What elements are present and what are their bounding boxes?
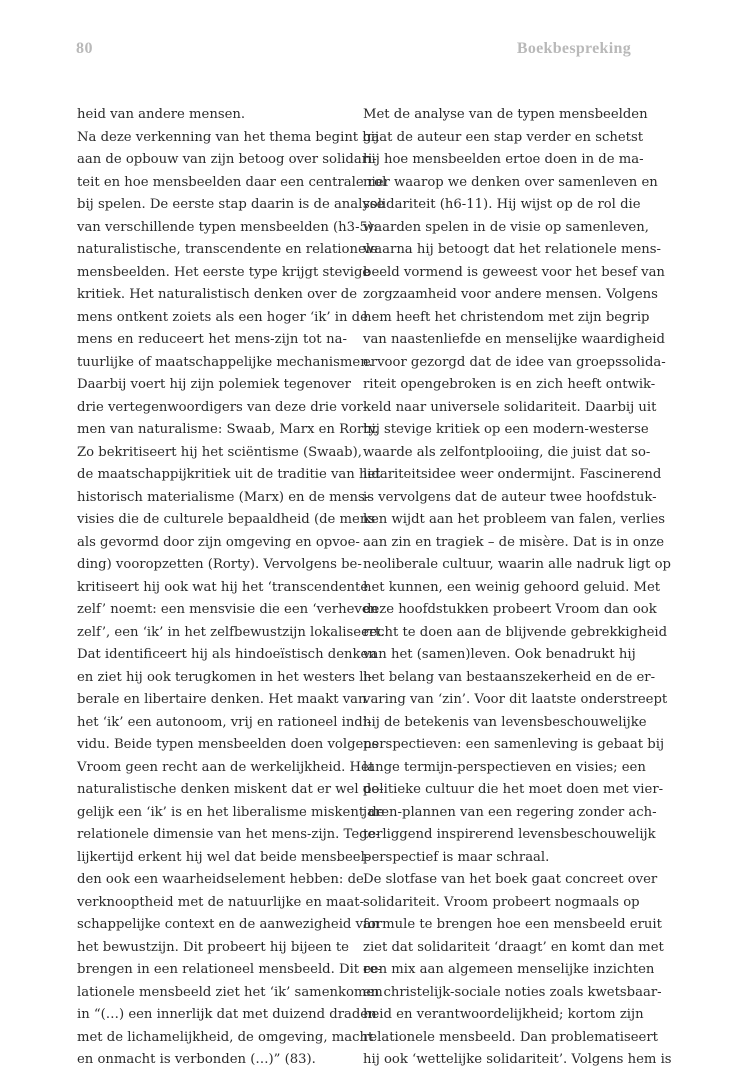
text-line: politieke cultuur die het moet doen met vier- [363, 782, 664, 797]
page-number: 80 [76, 40, 93, 57]
text-line: en onmacht is verbonden (…)” (83). [77, 1052, 316, 1067]
text-line: en ziet hij ook terugkomen in het westers li- [77, 669, 373, 685]
text-line: keld naar universele solidariteit. Daarbij uit [363, 399, 657, 415]
text-line: deze hoofdstukken probeert Vroom dan ook [363, 602, 657, 617]
text-line: terliggend inspirerend levensbeschouwelijk [363, 827, 656, 842]
text-line: formule te brengen hoe een mensbeeld eruit [363, 917, 662, 932]
text-line: van het (samen)leven. Ook benadrukt hij [363, 647, 636, 662]
text-line: visies die de culturele bepaaldheid (de mens [77, 512, 376, 527]
text-line: naturalistische denken miskent dat er wel de- [77, 782, 384, 797]
text-line: hij ook ‘wettelijke solidariteit’. Volgens hem is [363, 1052, 672, 1067]
text-line: hij hoe mensbeelden ertoe doen in de ma- [363, 152, 644, 167]
text-line: vidu. Beide typen mensbeelden doen volgens [77, 737, 379, 752]
text-line: lationele mensbeeld ziet het ‘ik’ samenkomen [77, 984, 383, 1000]
text-line: solidariteit. Vroom probeert nogmaals op [363, 894, 640, 910]
text-line: teit en hoe mensbeelden daar een centrale rol [77, 174, 387, 190]
text-line: men van naturalisme: Swaab, Marx en Rorty. [77, 422, 379, 437]
text-line: Met de analyse van de typen mensbeelden [363, 107, 648, 122]
text-line: mens ontkent zoiets als een hoger ‘ik’ in de [77, 309, 368, 325]
text-line: Dat identificeert hij als hindoeïstisch denken [77, 647, 377, 662]
text-line: lijkertijd erkent hij wel dat beide mensbeel- [77, 849, 370, 865]
text-line: waarden spelen in de visie op samenleven, [363, 219, 649, 235]
text-line: hem heeft het christendom met zijn begrip [363, 309, 650, 325]
text-line: en christelijk-sociale noties zoals kwetsbaar- [363, 984, 662, 1000]
text-line: een mix aan algemeen menselijke inzichten [363, 962, 655, 977]
text-line: nier waarop we denken over samenleven en [363, 174, 658, 190]
text-line: het kunnen, een weinig gehoord geluid. Met [363, 579, 661, 595]
text-line: verknooptheid met de natuurlijke en maat- [77, 894, 364, 910]
text-line: gelijk een ‘ik’ is en het liberalisme miskent de [77, 804, 385, 820]
text-line: heid van andere mensen. [77, 107, 246, 122]
text-line: solidariteit (h6-11). Hij wijst op de rol die [363, 197, 641, 212]
text-line: het belang van bestaanszekerheid en de er- [363, 669, 656, 685]
text-line: schappelijke context en de aanwezigheid van [77, 917, 380, 932]
text-line: Zo bekritiseert hij het sciëntisme (Swaab), [77, 444, 362, 460]
text-line: aan zin en tragiek – de misère. Dat is in onze [363, 534, 665, 550]
text-line: mens en reduceert het mens-zijn tot na- [77, 332, 347, 347]
text-line: ding) vooropzetten (Rorty). Vervolgens be- [77, 557, 362, 572]
text-line: berale en libertaire denken. Het maakt van [77, 692, 367, 707]
text-line: lange termijn-perspectieven en visies; een [363, 759, 646, 775]
text-line: zelf’ noemt: een mensvisie die een ‘verheven [77, 602, 379, 617]
text-line: waarde als zelfontplooiing, die juist dat so- [363, 444, 651, 460]
text-line: den ook een waarheidselement hebben: de [77, 872, 364, 887]
text-column-left [77, 104, 387, 1072]
text-line: lidariteitsidee weer ondermijnt. Fascinerend [363, 467, 662, 482]
text-line: relationele dimensie van het mens-zijn. Tege- [77, 827, 380, 842]
text-line: jaren-plannen van een regering zonder ach- [363, 804, 657, 820]
text-line: van verschillende typen mensbeelden (h3-5): [77, 219, 378, 235]
text-line: gaat de auteur een stap verder en schetst [363, 129, 644, 145]
text-line: als gevormd door zijn omgeving en opvoe- [77, 534, 360, 550]
text-line: is vervolgens dat de auteur twee hoofdstuk- [363, 489, 657, 505]
text-line: De slotfase van het boek gaat concreet over [363, 872, 658, 887]
text-line: het ‘ik’ een autonoom, vrij en rationeel indi- [77, 714, 372, 730]
text-line: hij stevige kritiek op een modern-westerse [363, 422, 649, 437]
text-line: heid en verantwoordelijkheid; kortom zijn [363, 1007, 644, 1022]
text-line: drie vertegenwoordigers van deze drie vor- [77, 399, 368, 415]
text-line: ken wijdt aan het probleem van falen, verlies [363, 512, 666, 527]
text-line: ziet dat solidariteit ‘draagt’ en komt dan met [363, 939, 664, 955]
text-line: waarna hij betoogt dat het relationele mens- [363, 242, 661, 257]
text-line: riteit opengebroken is en zich heeft ontwik- [363, 377, 656, 392]
text-line: kritiek. Het naturalistisch denken over de [77, 287, 358, 302]
text-line: met de lichamelijkheid, de omgeving, macht [77, 1029, 374, 1045]
text-line: varing van ‘zin’. Voor dit laatste onderstreept [363, 692, 668, 707]
text-line: beeld vormend is geweest voor het besef van [363, 264, 665, 280]
text-line: kritiseert hij ook wat hij het ‘transcendente [77, 579, 369, 595]
text-line: recht te doen aan de blijvende gebrekkigheid [363, 624, 668, 640]
text-line: perspectief is maar schraal. [363, 849, 550, 865]
text-line: Na deze verkenning van het thema begint hij [77, 129, 380, 145]
text-line: naturalistische, transcendente en relationele [77, 242, 378, 257]
text-line: Vroom geen recht aan de werkelijkheid. Het [77, 759, 375, 775]
text-line: hij de betekenis van levensbeschouwelijke [363, 714, 647, 730]
text-line: neoliberale cultuur, waarin alle nadruk ligt op [363, 557, 671, 572]
text-line: relationele mensbeeld. Dan problematiseert [363, 1029, 658, 1045]
text-line: het bewustzijn. Dit probeert hij bijeen te [77, 939, 349, 955]
text-line: ervoor gezorgd dat de idee van groepssolida- [363, 354, 666, 370]
text-line: brengen in een relationeel mensbeeld. Dit re- [77, 962, 382, 977]
text-line: Daarbij voert hij zijn polemiek tegenover [77, 377, 351, 392]
text-line: historisch materialisme (Marx) en de mens- [77, 489, 370, 505]
page-header [76, 40, 631, 64]
text-line: mensbeelden. Het eerste type krijgt stevige [77, 264, 371, 280]
text-line: bij spelen. De eerste stap daarin is de analyse [77, 197, 385, 212]
text-line: van naastenliefde en menselijke waardigheid [363, 332, 665, 347]
text-line: in “(…) een innerlijk dat met duizend draden [77, 1007, 377, 1022]
text-line: zorgzaamheid voor andere mensen. Volgens [363, 287, 658, 302]
text-line: tuurlijke of maatschappelijke mechanismen. [77, 354, 373, 370]
running-head: Boekbespreking [516, 40, 631, 57]
text-line: de maatschappijkritiek uit de traditie van het [77, 467, 381, 482]
text-line: perspectieven: een samenleving is gebaat bij [363, 737, 665, 752]
text-line: zelf’, een ‘ik’ in het zelfbewustzijn lokaliseert. [77, 624, 385, 640]
text-line: aan de opbouw van zijn betoog over solidari- [77, 152, 377, 167]
text-column-right [363, 104, 672, 1072]
